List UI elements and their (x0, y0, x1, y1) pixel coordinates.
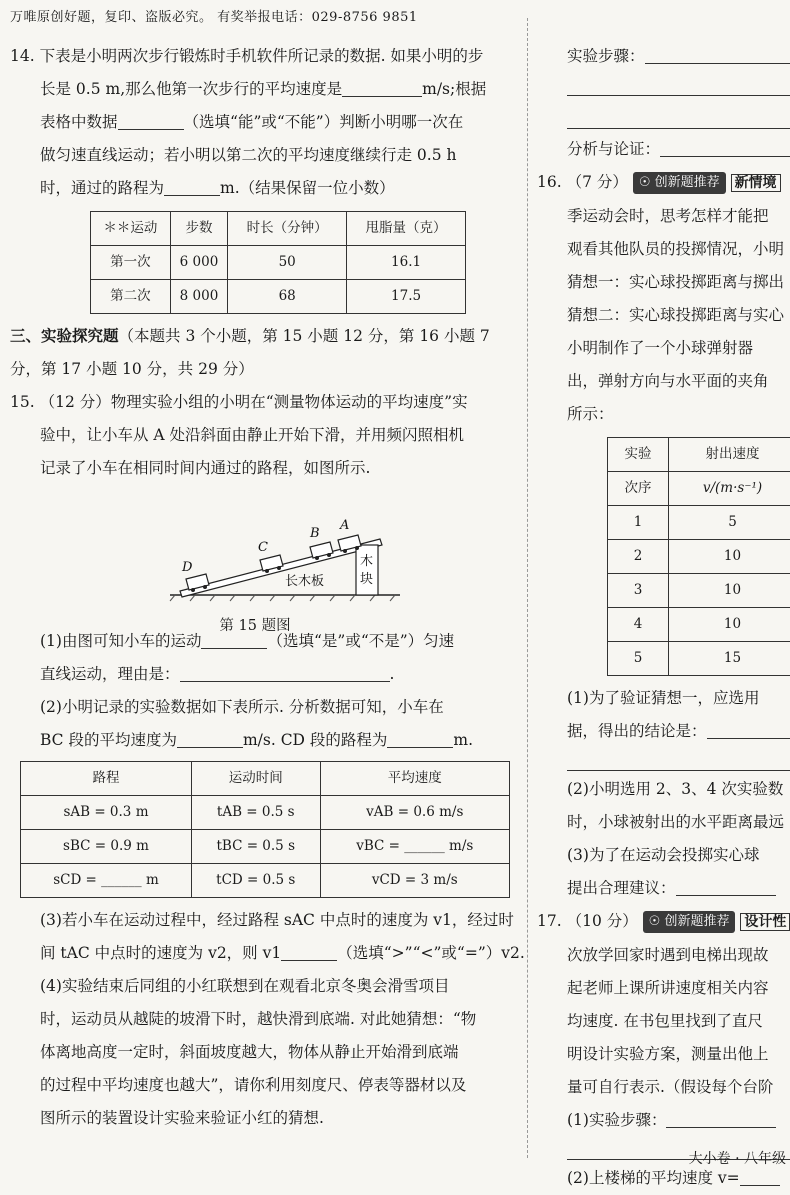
table-header-row (608, 438, 790, 472)
table-cell: 10 (669, 540, 790, 574)
steps-blank[interactable] (645, 45, 790, 64)
q17-speed-blank[interactable] (740, 1167, 780, 1186)
q17-line: 明设计实验方案，测量出他上 (537, 1038, 790, 1071)
page-header: 万唯原创好题，复印、盗版必究。 有奖举报电话：029-8756 9851 (10, 6, 418, 25)
block-label-bottom: 块 (360, 571, 373, 587)
table-cell: tAB = 0.5 s (191, 796, 320, 830)
q15-p4-line3: 体离地高度一定时，斜面坡度越大，物体从静止开始滑到底端 (10, 1036, 510, 1069)
table-cell: vBC = ______ m/s (320, 830, 509, 864)
q16-p1-line1: (1)为了验证猜想一，应选用 (537, 682, 790, 715)
q16-heading: 16. （7 分） ☉ 创新题推荐 新情境 (537, 166, 790, 200)
q14-distance-blank[interactable] (164, 177, 220, 196)
label-c: C (258, 540, 268, 555)
answer-line[interactable] (567, 73, 790, 96)
table-row (91, 246, 466, 280)
q17-badge: ☉ 创新题推荐 (643, 911, 736, 933)
q15-p2-line2: BC 段的平均速度为 m/s. CD 段的路程为 m. (10, 724, 510, 757)
q15-p1-line1: (1)由图可知小车的运动 （选填“是”或“不是”）匀速 (10, 625, 510, 658)
table-header-cell: 路程 (21, 762, 192, 796)
q15-table (20, 761, 510, 898)
q16-line: 猜想一：实心球投掷距离与掷出 (537, 266, 790, 299)
q16-table (607, 437, 790, 676)
right-column (537, 40, 790, 1195)
table-cell: 50 (228, 246, 347, 280)
q17-p1-line: (1)实验步骤： (537, 1104, 790, 1137)
q16-p3-line2: 提出合理建议： (537, 872, 790, 905)
q15-intro-2: 验中，让小车从 A 处沿斜面由静止开始下滑，并用频闪照相机 (10, 419, 510, 452)
q14-line-2: 长是 0.5 m,那么他第一次步行的平均速度是 m/s;根据 (10, 73, 510, 106)
q14-line-5: 时，通过的路程为 m.（结果保留一位小数） (10, 172, 510, 205)
q15-p3-line1: (3)若小车在运动过程中，经过路程 sAC 中点时的速度为 v1，经过时 (10, 904, 510, 937)
table-header-row (608, 472, 790, 506)
table-row (608, 540, 790, 574)
table-cell: 5 (608, 642, 669, 676)
analysis-blank[interactable] (660, 138, 790, 157)
table-header-row (91, 212, 466, 246)
q16-p1-line2: 据，得出的结论是： (537, 715, 790, 748)
table-cell: tCD = 0.5 s (191, 864, 320, 898)
table-cell: sBC = 0.9 m (21, 830, 192, 864)
table-cell: 10 (669, 608, 790, 642)
q16-badge-2: 新情境 (731, 174, 781, 192)
table-cell: 68 (228, 280, 347, 314)
label-b: B (309, 526, 320, 541)
table-header-cell: 次序 (608, 472, 669, 506)
q15-p4-line1: (4)实验结束后同组的小红联想到在观看北京冬奥会滑雪项目 (10, 970, 510, 1003)
table-row (21, 796, 510, 830)
table-cell: 第二次 (91, 280, 171, 314)
q16-line: 猜想二：实心球投掷距离与实心 (537, 299, 790, 332)
section3-heading: 三、实验探究题（本题共 3 个小题，第 15 小题 12 分，第 16 小题 7 (10, 320, 510, 353)
table-header-cell: 实验 (608, 438, 669, 472)
figure-caption: 第 15 题图 (0, 615, 510, 637)
q14-table (90, 211, 466, 314)
q16-p3-line1: (3)为了在运动会投掷实心球 (537, 839, 790, 872)
q17-badge-2: 设计性 (740, 913, 790, 931)
q15-intro-1: 15. （12 分）物理实验小组的小明在“测量物体运动的平均速度”实 (10, 386, 510, 419)
q17-heading: 17. （10 分） ☉ 创新题推荐 设计性 (537, 905, 790, 939)
answer-line[interactable] (567, 748, 790, 771)
table-cell: 10 (669, 574, 790, 608)
table-header-cell: 平均速度 (320, 762, 509, 796)
q17-line: 量可自行表示.（假设每个台阶 (537, 1071, 790, 1104)
table-row (21, 864, 510, 898)
q15-p1-line2: 直线运动，理由是： . (10, 658, 510, 691)
q17-line: 起老师上课所讲速度相关内容 (537, 972, 790, 1005)
q15-compare-blank[interactable] (281, 942, 337, 961)
left-column (10, 40, 510, 1135)
label-d: D (181, 560, 193, 575)
table-row (608, 608, 790, 642)
table-cell: 16.1 (347, 246, 466, 280)
table-header-cell: ＊＊运动 (91, 212, 171, 246)
q17-line: 均速度. 在书包里找到了直尺 (537, 1005, 790, 1038)
q16-line: 小明制作了一个小球弹射器 (537, 332, 790, 365)
label-a: A (339, 518, 349, 533)
table-header-cell: 射出速度 (669, 438, 790, 472)
table-cell: 15 (669, 642, 790, 676)
table-header-cell: v/(m·s⁻¹) (669, 472, 790, 506)
column-divider (527, 18, 528, 1158)
q15-p4-line5: 图所示的装置设计实验来验证小红的猜想. (10, 1102, 510, 1135)
q14-line-1: 14. 下表是小明两次步行锻炼时手机软件所记录的数据. 如果小明的步 (10, 40, 510, 73)
table-row (608, 506, 790, 540)
q17-steps-blank[interactable] (666, 1109, 776, 1128)
q16-suggestion-blank[interactable] (676, 877, 776, 896)
q15-p3-line2: 间 tAC 中点时的速度为 v2，则 v1 （选填“>”“<”或“=”）v2. (10, 937, 510, 970)
q16-badge: ☉ 创新题推荐 (633, 172, 726, 194)
table-cell: sCD = ______ m (21, 864, 192, 898)
table-cell: 第一次 (91, 246, 171, 280)
table-header-row (21, 762, 510, 796)
table-row (608, 574, 790, 608)
board-label: 长木板 (285, 573, 324, 589)
table-cell: vAB = 0.6 m/s (320, 796, 509, 830)
analysis-line: 分析与论证： (537, 133, 790, 166)
q16-p2-line2: 时，小球被射出的水平距离最远 (537, 806, 790, 839)
incline-diagram (10, 485, 510, 603)
table-cell: 2 (608, 540, 669, 574)
table-cell: 17.5 (347, 280, 466, 314)
table-cell: 1 (608, 506, 669, 540)
q15-intro-3: 记录了小车在相同时间内通过的路程，如图所示. (10, 452, 510, 485)
page-footer: 大小卷 · 八年级 (689, 1148, 786, 1168)
q16-line: 所示： (537, 398, 790, 431)
q15-p2-line1: (2)小明记录的实验数据如下表所示. 分析数据可知，小车在 (10, 691, 510, 724)
table-cell: 8 000 (170, 280, 227, 314)
q15-cd-distance-blank[interactable] (387, 729, 453, 748)
q15-figure (10, 485, 510, 625)
section3-desc: 分，第 17 小题 10 分，共 29 分） (10, 353, 510, 386)
q14-line-3: 表格中数据 （选填“能”或“不能”）判断小明哪一次在 (10, 106, 510, 139)
q17-line: 次放学回家时遇到电梯出现故 (537, 939, 790, 972)
table-cell: 5 (669, 506, 790, 540)
table-row (91, 280, 466, 314)
answer-line[interactable] (567, 106, 790, 129)
q15-p4-line2: 时，运动员从越陡的坡滑下时，越快滑到底端. 对此她猜想：“物 (10, 1003, 510, 1036)
q14-speed-blank[interactable] (342, 78, 422, 97)
q14-line-4: 做匀速直线运动；若小明以第二次的平均速度继续行走 0.5 h (10, 139, 510, 172)
q15-bc-speed-blank[interactable] (177, 729, 243, 748)
table-header-cell: 运动时间 (191, 762, 320, 796)
q16-line: 观看其他队员的投掷情况，小明 (537, 233, 790, 266)
table-row (608, 642, 790, 676)
q15-p4-line4: 的过程中平均速度也越大”，请你利用刻度尺、停表等器材以及 (10, 1069, 510, 1102)
q17-p2-line: (2)上楼梯的平均速度 v= (537, 1162, 790, 1195)
table-cell: 3 (608, 574, 669, 608)
table-header-cell: 甩脂量（克） (347, 212, 466, 246)
steps-label-line: 实验步骤： (537, 40, 790, 73)
table-cell: tBC = 0.5 s (191, 830, 320, 864)
table-header-cell: 时长（分钟） (228, 212, 347, 246)
q16-p2-line1: (2)小明选用 2、3、4 次实验数 (537, 773, 790, 806)
wood-block (356, 545, 378, 595)
q16-conclusion-blank[interactable] (707, 720, 790, 739)
table-header-cell: 步数 (170, 212, 227, 246)
table-cell: sAB = 0.3 m (21, 796, 192, 830)
q16-line: 出，弹射方向与水平面的夹角 (537, 365, 790, 398)
table-cell: vCD = 3 m/s (320, 864, 509, 898)
q16-line: 季运动会时，思考怎样才能把 (537, 200, 790, 233)
block-label-top: 木 (360, 553, 373, 569)
table-cell: 4 (608, 608, 669, 642)
q14-judge-blank[interactable] (118, 111, 184, 130)
table-row (21, 830, 510, 864)
table-cell: 6 000 (170, 246, 227, 280)
q15-reason-blank[interactable] (180, 663, 390, 682)
